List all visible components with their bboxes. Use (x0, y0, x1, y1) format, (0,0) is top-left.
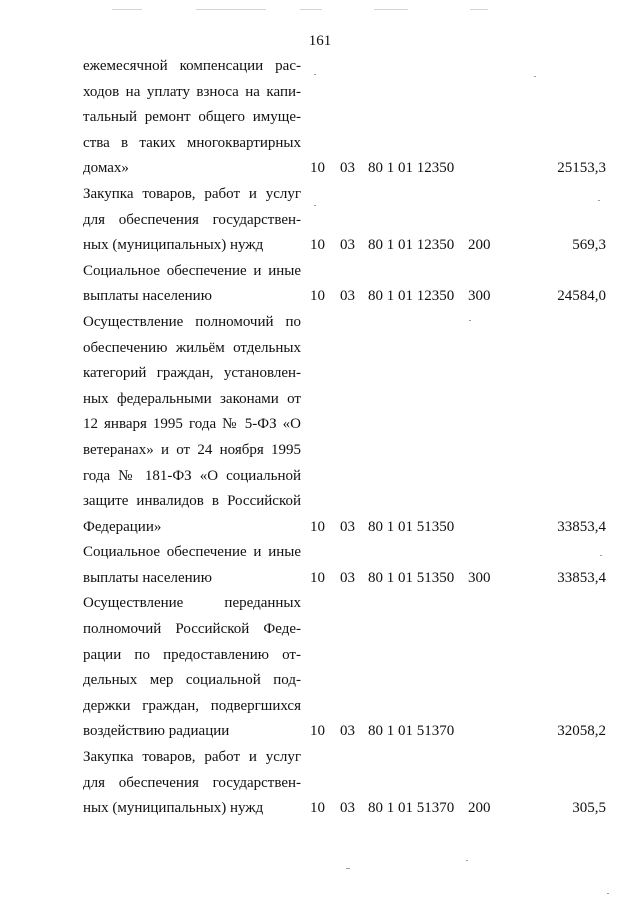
description-line: тальный ремонт общего имуще- (83, 109, 301, 126)
description-line: Социальное обеспечение и иные (83, 544, 301, 561)
scan-speck (607, 893, 609, 894)
row-description (83, 591, 301, 745)
section-code: 10 (310, 723, 325, 740)
row-description (83, 259, 301, 310)
table-row (0, 591, 640, 745)
description-line: Закупка товаров, работ и услуг (83, 185, 301, 202)
description-line: года № 181-ФЗ «О социальной (83, 467, 301, 484)
target-article-code: 80 1 01 12350 (368, 237, 455, 254)
amount: 25153,3 (557, 160, 606, 177)
row-description (83, 310, 301, 540)
description-line: домах» (83, 160, 129, 177)
scan-speck (600, 555, 602, 556)
description-line: держки граждан, подвергшихся (83, 697, 301, 714)
description-line: Федерации» (83, 518, 162, 535)
description-line: для обеспечения государствен- (83, 211, 301, 228)
scan-speck (196, 9, 266, 10)
scan-speck (112, 9, 142, 10)
expense-type-code: 300 (468, 288, 491, 305)
subsection-code: 03 (340, 160, 355, 177)
table-row (0, 745, 640, 822)
description-line: обеспечению жильём отдельных (83, 339, 301, 356)
table-row (0, 259, 640, 310)
amount: 32058,2 (557, 723, 606, 740)
description-line: 12 января 1995 года № 5-ФЗ «О (83, 416, 301, 433)
subsection-code: 03 (340, 569, 355, 586)
subsection-code: 03 (340, 288, 355, 305)
description-line: ных федеральными законами от (83, 390, 301, 407)
scan-speck (314, 205, 316, 206)
amount: 33853,4 (557, 518, 606, 535)
description-line: ходов на уплату взноса на капи- (83, 83, 301, 100)
scan-speck (598, 200, 600, 201)
scan-speck (314, 74, 316, 75)
expense-type-code: 200 (468, 237, 491, 254)
amount: 305,5 (572, 800, 606, 817)
table-row (0, 310, 640, 540)
scan-speck (469, 320, 471, 321)
target-article-code: 80 1 01 12350 (368, 288, 455, 305)
description-line: рации по предоставлению от- (83, 646, 301, 663)
subsection-code: 03 (340, 723, 355, 740)
expense-type-code: 200 (468, 800, 491, 817)
subsection-code: 03 (340, 237, 355, 254)
description-line: ства в таких многоквартирных (83, 134, 301, 151)
description-line: ных (муниципальных) нужд (83, 237, 264, 254)
description-line: Осуществление переданных (83, 595, 301, 612)
description-line: Закупка товаров, работ и услуг (83, 749, 301, 766)
scan-speck (466, 860, 468, 861)
row-description (83, 54, 301, 182)
description-line: выплаты населению (83, 288, 212, 305)
section-code: 10 (310, 237, 325, 254)
budget-table (0, 54, 640, 822)
table-row (0, 540, 640, 591)
scan-speck (470, 9, 488, 10)
section-code: 10 (310, 569, 325, 586)
subsection-code: 03 (340, 518, 355, 535)
description-line: защите инвалидов в Российской (83, 493, 301, 510)
table-row (0, 182, 640, 259)
scan-speck (374, 9, 408, 10)
target-article-code: 80 1 01 51350 (368, 569, 455, 586)
description-line: выплаты населению (83, 569, 212, 586)
description-line: ветеранах» и от 24 ноября 1995 (83, 441, 301, 458)
table-row (0, 54, 640, 182)
target-article-code: 80 1 01 12350 (368, 160, 455, 177)
description-line: воздействию радиации (83, 723, 230, 740)
amount: 24584,0 (557, 288, 606, 305)
description-line: для обеспечения государствен- (83, 774, 301, 791)
section-code: 10 (310, 518, 325, 535)
section-code: 10 (310, 800, 325, 817)
section-code: 10 (310, 288, 325, 305)
description-line: ежемесячной компенсации рас- (83, 58, 301, 74)
scan-speck (346, 868, 350, 869)
description-line: категорий граждан, установлен- (83, 365, 301, 382)
scan-speck (534, 76, 536, 77)
row-description (83, 745, 301, 822)
section-code: 10 (310, 160, 325, 177)
target-article-code: 80 1 01 51370 (368, 723, 455, 740)
description-line: дельных мер социальной под- (83, 672, 301, 689)
scan-speck (300, 9, 322, 10)
amount: 569,3 (572, 237, 606, 254)
amount: 33853,4 (557, 569, 606, 586)
description-line: ных (муниципальных) нужд (83, 800, 264, 817)
page-number: 161 (308, 33, 332, 49)
description-line: полномочий Российской Феде- (83, 621, 301, 638)
expense-type-code: 300 (468, 569, 491, 586)
target-article-code: 80 1 01 51350 (368, 518, 455, 535)
row-description (83, 540, 301, 591)
target-article-code: 80 1 01 51370 (368, 800, 455, 817)
row-description (83, 182, 301, 259)
description-line: Социальное обеспечение и иные (83, 262, 301, 279)
description-line: Осуществление полномочий по (83, 313, 301, 330)
subsection-code: 03 (340, 800, 355, 817)
